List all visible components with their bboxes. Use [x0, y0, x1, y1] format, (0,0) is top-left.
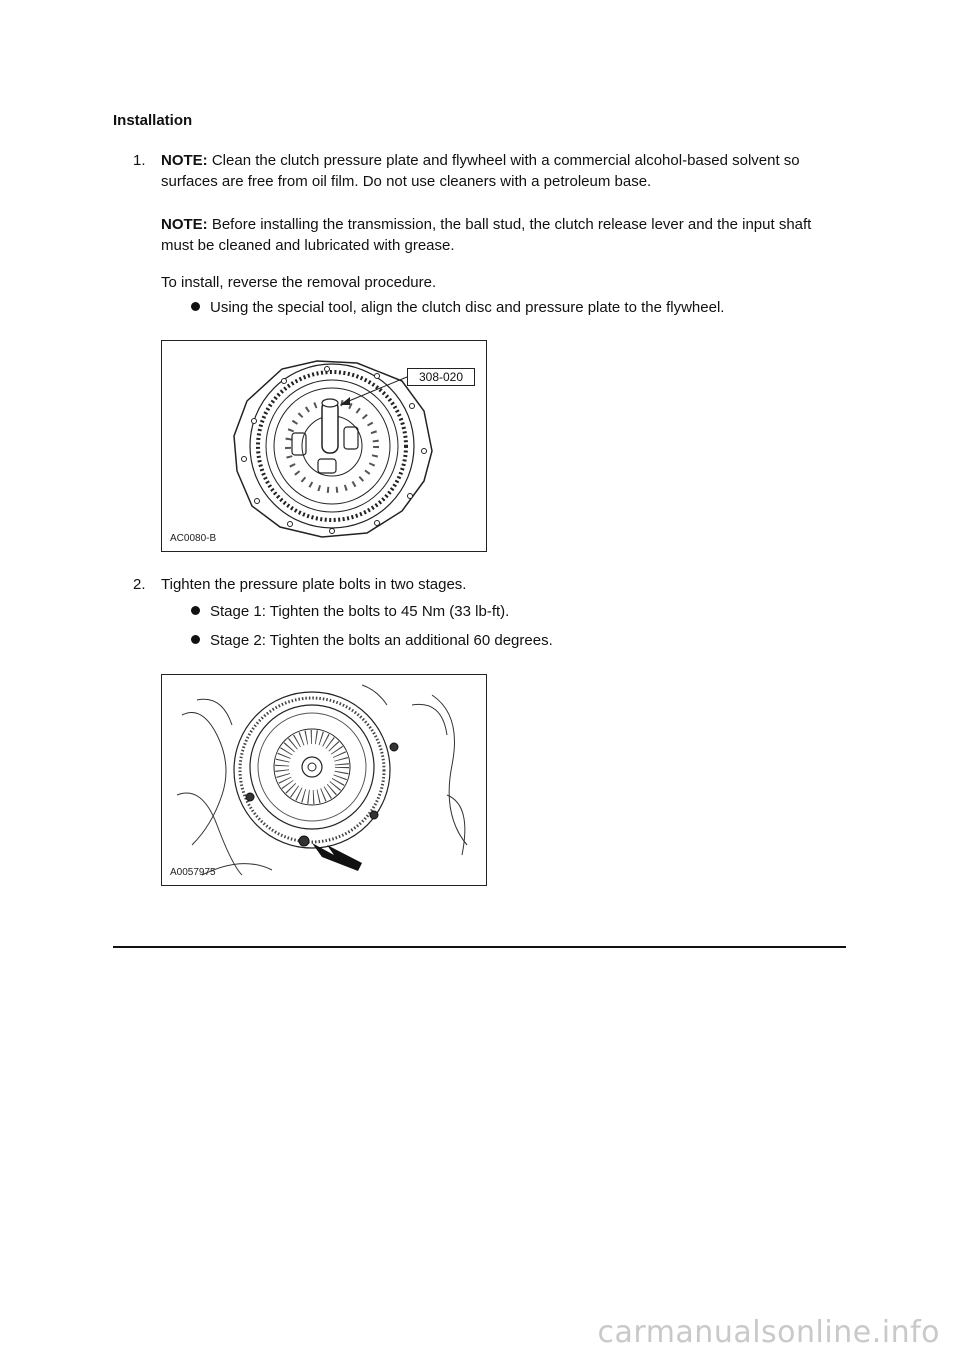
bullet-icon	[191, 302, 200, 311]
pressure-plate-illustration	[162, 675, 487, 886]
bullet-icon	[191, 606, 200, 615]
step-1-note-1	[161, 150, 841, 192]
figure-clutch-alignment	[161, 340, 487, 552]
bullet-text: Using the special tool, align the clutch disc and pressure plate to the flywheel.	[210, 299, 725, 316]
special-tool-label: 308-020	[407, 368, 475, 386]
step-2-instruction: Tighten the pressure plate bolts in two stages.	[161, 576, 467, 593]
step-1-number: 1.	[133, 152, 146, 169]
step-1-bullet	[191, 299, 724, 316]
note-label: NOTE:	[161, 216, 208, 233]
bullet-text: Stage 2: Tighten the bolts an additional 60 degrees.	[210, 632, 553, 649]
step-2-number: 2.	[133, 576, 146, 593]
step-1-instruction: To install, reverse the removal procedure.	[161, 274, 437, 291]
note-label: NOTE:	[161, 152, 208, 169]
site-watermark: carmanualsonline.info	[597, 1315, 940, 1350]
section-divider	[113, 946, 846, 948]
step-1-note-2	[161, 214, 841, 256]
figure-code: AC0080-B	[170, 533, 217, 544]
section-heading: Installation	[113, 112, 193, 129]
bullet-icon	[191, 635, 200, 644]
note-text: Before installing the transmission, the ball stud, the clutch release lever and the input shaft must be cleaned and lubricated with grease.	[161, 216, 812, 254]
note-text: Clean the clutch pressure plate and flywheel with a commercial alcohol-based solvent so surfaces are free from oil film. Do not use cleaners with a petroleum base.	[161, 152, 800, 190]
bullet-text: Stage 1: Tighten the bolts to 45 Nm (33 lb-ft).	[210, 603, 510, 620]
step-2-bullet	[191, 603, 509, 620]
figure-code: A0057975	[170, 867, 216, 878]
figure-pressure-plate-bolts	[161, 674, 487, 886]
step-2-bullet	[191, 632, 553, 649]
